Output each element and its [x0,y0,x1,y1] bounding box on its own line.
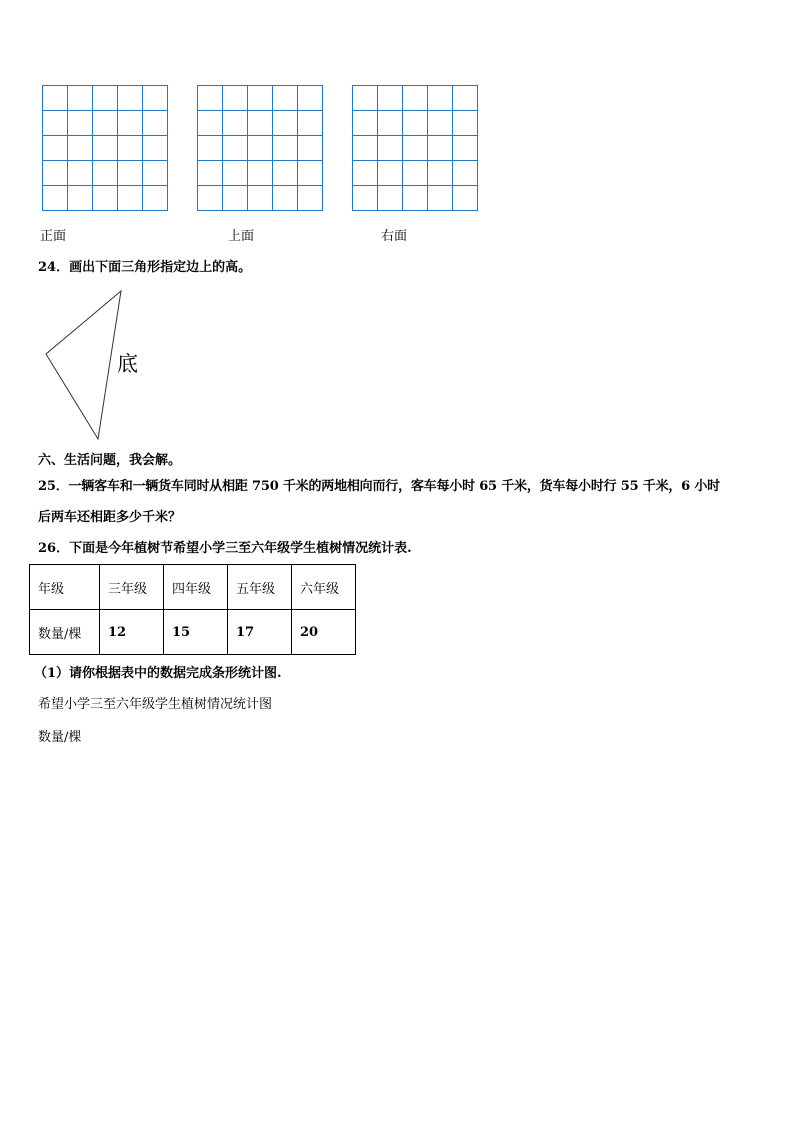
grid-cell [118,186,143,211]
grid-cell [273,186,298,211]
grid-cell [403,186,428,211]
triangle-figure [40,285,160,445]
grid-cell [118,136,143,161]
section-6-heading: 六、生活问题，我会解。 [38,453,182,468]
grid-cell [223,111,248,136]
grid-cell [93,136,118,161]
grid-cell [143,111,168,136]
grid-cell [428,86,453,111]
grid-cell [378,111,403,136]
grid-cell [273,161,298,186]
grid-cell [453,111,478,136]
grid-cell [453,86,478,111]
grid-cell [298,186,323,211]
grid-cell [353,186,378,211]
grid-cell [198,86,223,111]
grid-cell [428,136,453,161]
grid-cell [428,161,453,186]
grid-cell [223,136,248,161]
grid-cell [198,136,223,161]
grid-cell [353,136,378,161]
grid-cell [428,186,453,211]
grid-cell [198,186,223,211]
grid-cell [68,111,93,136]
question-25-line-2: 后两车还相距多少千米？ [38,510,182,525]
grid-cell [93,161,118,186]
grid-cell [118,161,143,186]
table-cell: 三年级 [100,565,164,610]
right-view-label: 右面 [381,229,408,244]
question-26-sub-1: （1）请你根据表中的数据完成条形统计图. [34,666,282,681]
top-view-label: 上面 [228,229,255,244]
chart-y-axis-label: 数量/棵 [38,730,82,745]
grid-cell [428,111,453,136]
planting-stats-table [29,564,356,655]
table-row [30,610,356,655]
grid-cell [453,186,478,211]
table-cell: 五年级 [228,565,292,610]
grid-cell [403,111,428,136]
grid-cell [43,136,68,161]
grid-cell [403,136,428,161]
grid-cell [378,161,403,186]
grid-cell [223,161,248,186]
grid-cell [118,111,143,136]
grid-cell [118,86,143,111]
top-view-grid [197,85,323,211]
grid-cell [68,136,93,161]
table-cell: 17 [228,610,292,655]
grid-cell [298,111,323,136]
grid-cell [298,136,323,161]
grid-cell [403,86,428,111]
right-view-grid [352,85,478,211]
question-25-line-1: 25．一辆客车和一辆货车同时从相距 750 千米的两地相向而行，客车每小时 65 千米，货车每小时行 55 千米，6 小时 [38,479,720,494]
grid-cell [248,86,273,111]
grid-cell [403,161,428,186]
table-header-row [30,565,356,610]
front-view-label: 正面 [40,229,67,244]
grid-cell [378,86,403,111]
grid-cell [143,86,168,111]
base-label: 底 [117,352,138,376]
question-24: 24．画出下面三角形指定边上的高。 [38,260,252,275]
grid-cell [353,111,378,136]
grid-cell [273,111,298,136]
grid-cell [93,111,118,136]
front-view-grid [42,85,168,211]
table-cell: 四年级 [164,565,228,610]
grid-cell [273,86,298,111]
grid-cell [298,86,323,111]
grid-cell [68,161,93,186]
grid-cell [143,136,168,161]
grid-cell [198,111,223,136]
table-cell: 六年级 [292,565,356,610]
table-cell: 12 [100,610,164,655]
grid-cell [43,111,68,136]
grid-cell [378,186,403,211]
grid-cell [223,86,248,111]
question-26: 26．下面是今年植树节希望小学三至六年级学生植树情况统计表. [38,541,412,556]
grid-cell [68,86,93,111]
grid-cell [93,186,118,211]
grid-cell [453,136,478,161]
grid-cell [223,186,248,211]
grid-cell [43,161,68,186]
grid-cell [68,186,93,211]
grid-cell [248,161,273,186]
table-cell: 数量/棵 [30,610,100,655]
grid-cell [273,136,298,161]
grid-cell [143,186,168,211]
grid-cell [43,186,68,211]
table-cell: 年级 [30,565,100,610]
table-cell: 20 [292,610,356,655]
grid-cell [43,86,68,111]
table-cell: 15 [164,610,228,655]
grid-cell [298,161,323,186]
grid-cell [198,161,223,186]
chart-title: 希望小学三至六年级学生植树情况统计图 [38,697,273,712]
grid-cell [453,161,478,186]
grid-cell [248,111,273,136]
grid-cell [248,136,273,161]
grid-cell [353,86,378,111]
grid-cell [378,136,403,161]
grid-cell [93,86,118,111]
grid-cell [143,161,168,186]
grid-cell [248,186,273,211]
grid-cell [353,161,378,186]
